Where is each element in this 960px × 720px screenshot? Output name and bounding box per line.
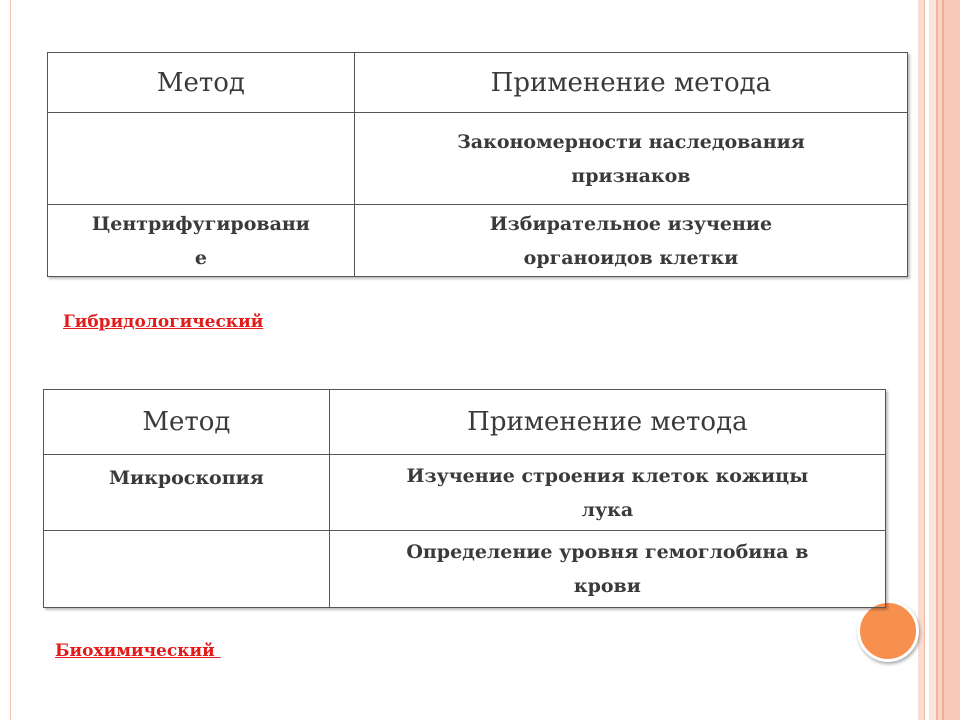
slide-frame-left-line	[10, 0, 11, 720]
table-header-row	[44, 390, 886, 455]
application-line: лука	[581, 498, 634, 521]
application-cell	[354, 205, 907, 277]
header-application: Применение метода	[329, 390, 885, 455]
table-header-row	[48, 53, 908, 113]
decorative-orange-circle	[857, 600, 919, 662]
application-line: органоидов клетки	[523, 246, 739, 269]
method-cell: Микроскопия	[44, 455, 330, 531]
methods-table-1	[47, 52, 908, 277]
table-row	[44, 455, 886, 531]
decorative-stripes	[918, 0, 960, 720]
method-cell	[48, 205, 355, 277]
table-row	[48, 113, 908, 205]
application-line: Закономерности наследования	[457, 130, 805, 153]
stripe	[924, 0, 925, 720]
table-row	[44, 531, 886, 608]
table-row	[48, 205, 908, 277]
application-cell	[329, 531, 885, 608]
method-cell-empty[interactable]	[48, 113, 355, 205]
application-line: Избирательное изучение	[489, 212, 773, 235]
answer-link-biochemical[interactable]: Биохимический	[55, 641, 221, 661]
method-cell-empty[interactable]	[44, 531, 330, 608]
method-line: Центрифугировани	[91, 212, 310, 235]
application-line: Определение уровня гемоглобина в	[406, 541, 809, 563]
answer-link-hybridological[interactable]: Гибридологический	[63, 312, 264, 332]
stripe	[944, 0, 960, 720]
stripe	[929, 0, 936, 720]
header-method: Метод	[48, 53, 355, 113]
header-method: Метод	[44, 390, 330, 455]
application-cell	[354, 113, 907, 205]
header-application: Применение метода	[354, 53, 907, 113]
application-line: признаков	[571, 164, 691, 187]
application-line: крови	[573, 575, 641, 597]
method-line: е	[194, 246, 207, 269]
application-line: Изучение строения клеток кожицы	[406, 464, 809, 487]
application-cell	[329, 455, 885, 531]
methods-table-2	[43, 389, 886, 608]
